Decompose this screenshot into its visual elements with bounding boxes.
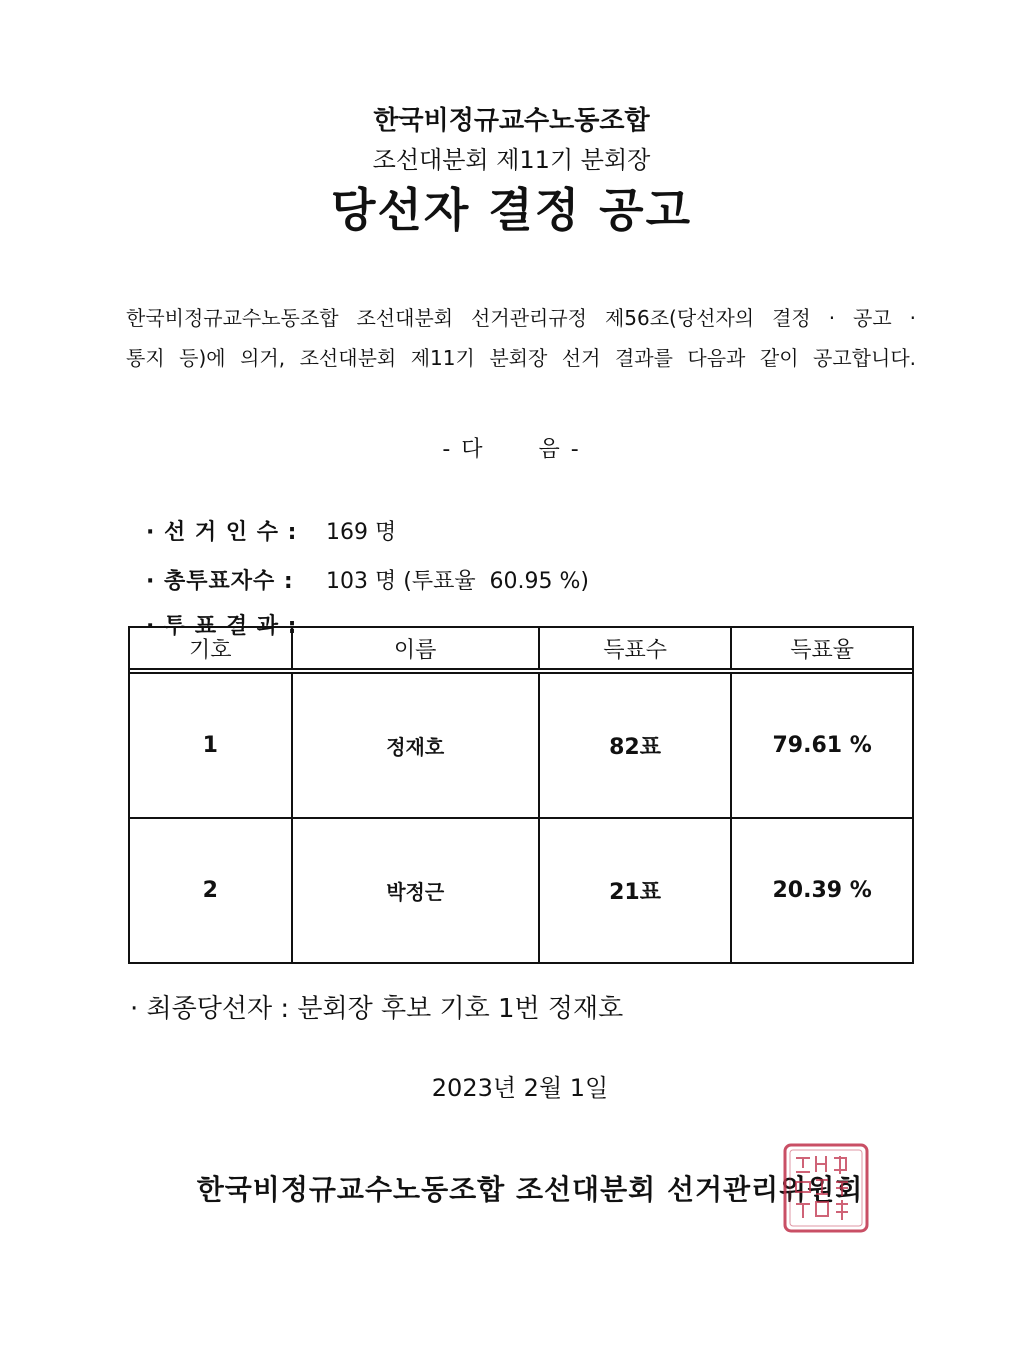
header-name: 이름 bbox=[292, 627, 539, 669]
final-winner: · 최종당선자 : 분회장 후보 기호 1번 정재호 bbox=[130, 994, 624, 1024]
results-label: · 투 표 결 과 : bbox=[146, 614, 298, 639]
header-union-name: 한국비정규교수노동조합 bbox=[373, 106, 650, 136]
table-row bbox=[129, 818, 913, 963]
candidate-rate: 79.61 % bbox=[731, 673, 913, 818]
page-title: 당선자 결정 공고 bbox=[330, 183, 693, 237]
announcement-date: 2023년 2월 1일 bbox=[431, 1074, 609, 1102]
candidate-votes: 82표 bbox=[539, 673, 731, 818]
results-table bbox=[128, 626, 914, 964]
turnout-value: 103 명 (투표율 60.95 %) bbox=[326, 569, 590, 594]
committee-name: 한국비정규교수노동조합 조선대분회 선거관리위원회 bbox=[196, 1173, 864, 1206]
turnout-label: · 총투표자수 : bbox=[146, 569, 294, 594]
candidate-rate: 20.39 % bbox=[731, 818, 913, 963]
intro-line-2: 통지 등)에 의거, 조선대분회 제11기 분회장 선거 결과를 다음과 같이 공고합니다. bbox=[126, 346, 916, 370]
candidate-name: 정재호 bbox=[292, 673, 539, 818]
header-rate: 득표율 bbox=[731, 627, 913, 669]
official-seal-stamp bbox=[782, 1142, 870, 1234]
header-branch-name: 조선대분회 제11기 분회장 bbox=[372, 146, 651, 174]
table-row bbox=[129, 673, 913, 818]
voters-row bbox=[132, 490, 396, 546]
candidate-votes: 21표 bbox=[539, 818, 731, 963]
voters-label: · 선 거 인 수 : bbox=[146, 520, 298, 545]
candidate-name: 박정근 bbox=[292, 818, 539, 963]
candidate-number: 1 bbox=[129, 673, 292, 818]
intro-line-1: 한국비정규교수노동조합 조선대분회 선거관리규정 제56조(당선자의 결정 · 공고 · bbox=[126, 306, 916, 330]
header-votes: 득표수 bbox=[539, 627, 731, 669]
header-number: 기호 bbox=[129, 627, 292, 669]
table-header-row bbox=[129, 627, 913, 669]
voters-value: 169 명 bbox=[326, 520, 397, 545]
intro-paragraph bbox=[126, 298, 916, 378]
candidate-number: 2 bbox=[129, 818, 292, 963]
section-heading: - 다 음 - bbox=[442, 437, 581, 462]
